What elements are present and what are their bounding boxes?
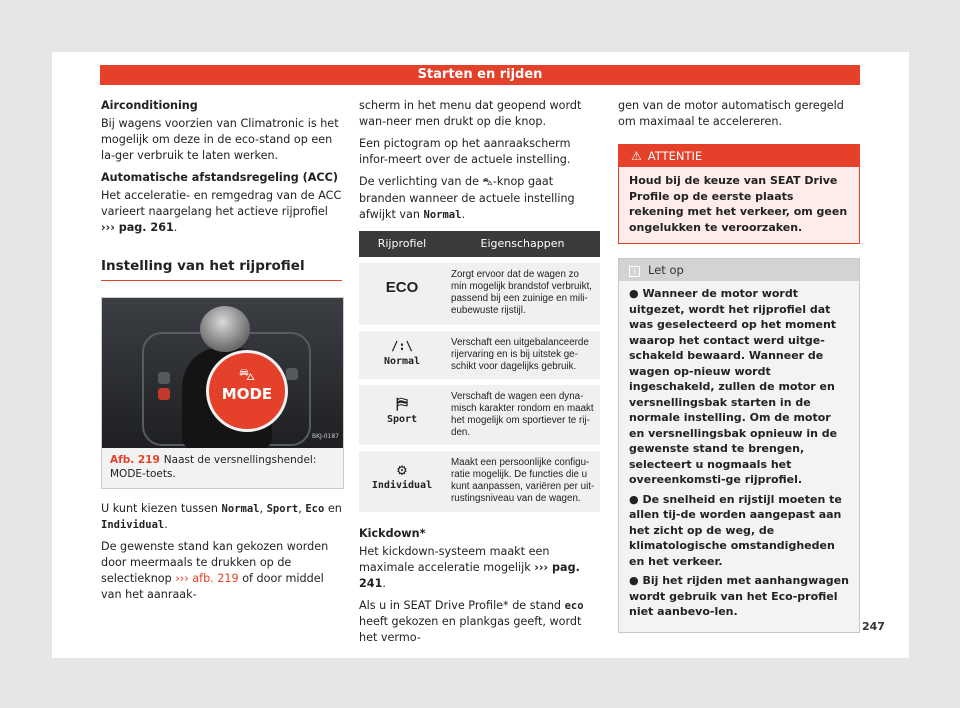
acc-paragraph: Het acceleratie- en remgedrag van de ACC varieert naargelang het actieve rijprofiel ››› pag. 261.: [101, 189, 342, 234]
attention-title: ATTENTIE: [647, 149, 703, 163]
normal-icon-glyph: /:\: [391, 339, 413, 353]
acc-heading: Automatische afstandsregeling (ACC): [101, 171, 338, 184]
attention-header: [619, 145, 859, 167]
mode-button-callout: [206, 350, 288, 432]
figure-caption-text: Naast de versnellingshendel: MODE-toets.: [110, 454, 317, 480]
profile-table: [359, 231, 600, 512]
description-cell: Zorgt ervoor dat de wagen zo min mogelijk brandstof verbruikt, passend bij een zuinige en mili-eubewuste rijstijl.: [445, 260, 600, 328]
selection-paragraph: [101, 539, 342, 603]
gear-lever-photo: [102, 298, 343, 448]
acc-page-link[interactable]: ››› pag. 261: [101, 221, 174, 234]
continuation-paragraph: gen van de motor automatisch geregeld om maximaal te accelereren.: [618, 99, 844, 128]
eco-keyword: eco: [564, 600, 584, 612]
note-item-text: De snelheid en rijstijl moeten te allen tij-de worden aangepast aan het zicht op de weg, de klimatologische omstandigheden en het verkeer.: [629, 492, 842, 568]
text-span: heeft gekozen en plankgas geeft, wordt het vermo-: [359, 615, 582, 644]
info-icon: i: [629, 266, 640, 277]
note-item-text: Wanneer de motor wordt uitgezet, wordt het rijprofiel dat was geselecteerd op het moment waarop het contact werd uitge-schakeld bewaard. Wanneer de wagen op-nieuw wordt ingeschakeld, zullen de motor en versnellingsbak starten in de normale instelling. Om de motor en versnellingsbak opnieuw in de gewenste stand te brengen, selecteert u nogmaals het overeenkomsti-ge rijprofiel.: [629, 287, 838, 486]
attention-box: [618, 144, 860, 244]
normal-keyword: Normal: [221, 503, 260, 515]
note-body: [619, 281, 859, 632]
attention-body: Houd bij de keuze van SEAT Drive Profile op de eerste plaats rekening met het verkeer, om geen ongelukken te veroorzaken.: [619, 167, 859, 243]
airco-heading: Airconditioning: [101, 99, 198, 112]
kickdown-paragraph: [359, 544, 600, 592]
normal-label: Normal: [383, 356, 421, 367]
figure-caption: [102, 448, 343, 488]
console-button-2: [158, 388, 170, 400]
sport-icon: [360, 395, 444, 426]
profile-cell: [359, 328, 445, 382]
figure-link[interactable]: ››› afb. 219: [175, 572, 239, 585]
note-item: ● De snelheid en rijstijl moeten te allen tij-de worden aangepast aan het zicht op de weg, de klimatologische omstandigheden en het verkeer.: [629, 492, 842, 568]
warning-icon: ⚠: [631, 149, 642, 163]
table-row: [359, 448, 600, 512]
kickdown-page-link[interactable]: ››› pag. 241: [359, 561, 580, 590]
text-span: .: [461, 208, 466, 221]
description-cell: Verschaft een uitgebalanceerde rijervaring en is bij uitstek ge-schikt voor dagelijks gebruik.: [445, 328, 600, 382]
profile-cell: [359, 382, 445, 448]
touchscreen-paragraph: scherm in het menu dat geopend wordt wan-neer men drukt op die knop.: [359, 99, 582, 128]
table-header-row: [359, 231, 600, 260]
sport-icon-glyph: ⛿: [396, 394, 408, 413]
individual-keyword: Individual: [101, 519, 165, 531]
table-row: [359, 260, 600, 328]
console-button-1: [158, 372, 170, 384]
text-span: .: [382, 577, 386, 590]
eco-kickdown-paragraph: [359, 598, 600, 646]
column-header-properties: Eigenschappen: [445, 231, 600, 260]
eco-icon: [360, 279, 444, 297]
text-span: -knop gaat branden wanneer de actuele instelling afwijkt van: [359, 175, 575, 221]
note-item-text: Bij het rijden met aanhangwagen wordt gebruik van het Eco-profiel niet aanbevo-len.: [629, 574, 849, 618]
column-1: [101, 98, 342, 609]
profile-cell: [359, 448, 445, 512]
mode-label: MODE: [221, 385, 273, 403]
individual-icon: [360, 461, 444, 492]
individual-label: Individual: [371, 480, 433, 491]
text-span: Het kickdown-systeem maakt een maximale acceleratie mogelijk: [359, 545, 550, 574]
table-row: [359, 382, 600, 448]
figure-219: [101, 297, 344, 489]
normal-icon: [360, 337, 444, 368]
page-header: Starten en rijden: [100, 65, 860, 85]
note-item: ● Bij het rijden met aanhangwagen wordt gebruik van het Eco-profiel niet aanbevo-len.: [629, 574, 849, 618]
text-span: Als u in SEAT Drive Profile* de stand: [359, 599, 565, 612]
sport-label: Sport: [386, 414, 418, 425]
console-button-3: [286, 368, 298, 380]
text-span: ,: [298, 502, 306, 515]
text-span: ,: [259, 502, 267, 515]
text-span: en: [324, 502, 342, 515]
mode-button-icon: ⛍: [482, 177, 493, 188]
text-span: of door middel van het aanraak-: [101, 572, 324, 601]
acc-text: Het acceleratie- en remgedrag van de ACC varieert naargelang het actieve rijprofiel: [101, 189, 342, 218]
page-number: 247: [862, 620, 885, 633]
section-title: Instelling van het rijprofiel: [101, 258, 342, 281]
eco-keyword: Eco: [305, 503, 325, 515]
pictogram-paragraph: Een pictogram op het aanraakscherm infor-meert over de actuele instelling.: [359, 137, 571, 166]
note-title: Let op: [648, 263, 684, 277]
car-icon: ⛍: [238, 365, 256, 384]
description-cell: Verschaft de wagen een dyna-misch karakter rondom en maakt het mogelijk om sportiever te rij-den.: [445, 382, 600, 448]
eco-icon-text: ECO: [385, 279, 419, 296]
profiles-paragraph: [101, 501, 342, 533]
text-span: .: [164, 518, 168, 531]
column-3: [618, 98, 860, 633]
kickdown-heading: Kickdown*: [359, 527, 426, 540]
note-box: [618, 258, 860, 633]
description-cell: Maakt een persoonlijke configu-ratie mogelijk. De functies die u kunt aanpassen, variëren per uit-rustingsniveau van de wagen.: [445, 448, 600, 512]
text-span: De verlichting van de: [359, 175, 483, 188]
figure-label: Afb. 219: [110, 454, 160, 466]
lighting-paragraph: [359, 174, 600, 223]
note-item: ● Wanneer de motor wordt uitgezet, wordt het rijprofiel dat was geselecteerd op het moment waarop het contact werd uitge-schakeld bewaard. Wanneer de wagen op-nieuw wordt ingeschakeld, zullen de motor en versnellingsbak starten in de normale instelling. Om de motor en versnellingsbak opnieuw in de gewenste stand te brengen, selecteert u nogmaals het overeenkomsti-ge rijprofiel.: [629, 287, 838, 486]
profile-cell: [359, 260, 445, 328]
image-code: BKJ-0187: [311, 433, 339, 440]
gear-knob: [200, 306, 250, 352]
column-2: [359, 98, 600, 652]
sport-keyword: Sport: [266, 503, 299, 515]
text-span: De gewenste stand kan gekozen worden door meermaals te drukken op de selectieknop: [101, 540, 329, 585]
text-span: U kunt kiezen tussen: [101, 502, 222, 515]
table-row: [359, 328, 600, 382]
column-header-profile: Rijprofiel: [359, 231, 445, 260]
individual-icon-glyph: ⚙: [397, 460, 407, 479]
airco-text: Bij wagens voorzien van Climatronic is het mogelijk om deze in de eco-stand op een la-ger verbruik te laten werken.: [101, 117, 339, 162]
note-header: [619, 259, 859, 281]
normal-keyword: Normal: [423, 209, 462, 221]
